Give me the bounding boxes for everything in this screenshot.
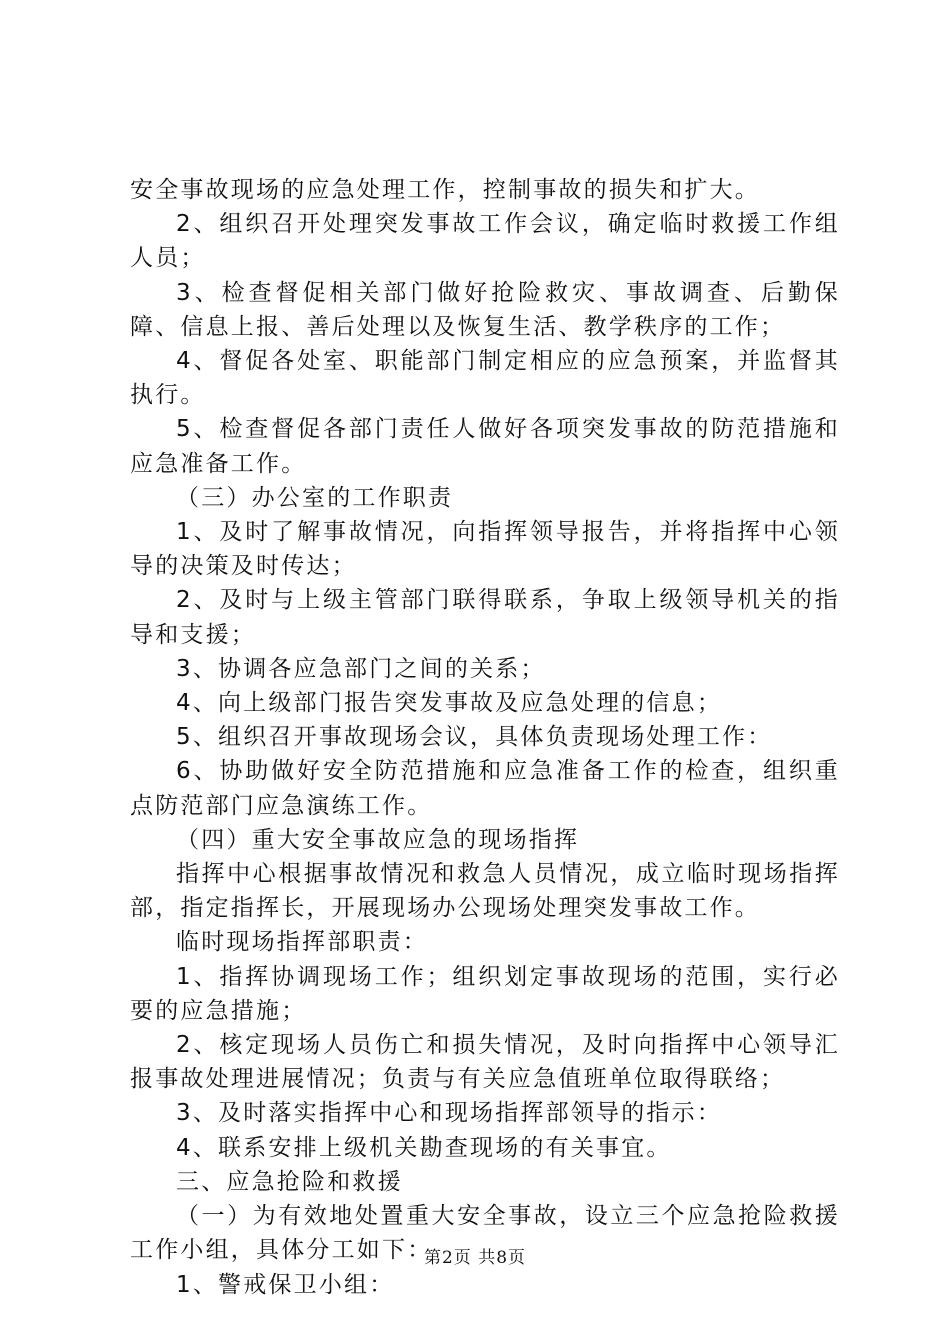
paragraph: 3、协调各应急部门之间的关系；	[176, 655, 546, 682]
paragraph: （一）为有效地处置重大安全事故，设立三个应急抢险救援工作小组，具体分工如下：	[130, 1203, 840, 1264]
paragraph: 4、向上级部门报告突发事故及应急处理的信息；	[176, 690, 723, 717]
paragraph: 2、组织召开处理突发事故工作会议，确定临时救援工作组人员；	[130, 211, 840, 272]
paragraph: 三、应急抢险和救援	[176, 1168, 403, 1195]
paragraph: 6、协助做好安全防范措施和应急准备工作的检查，组织重点防范部门应急演练工作。	[130, 758, 840, 819]
paragraph: 5、组织召开事故现场会议，具体负责现场处理工作：	[176, 724, 773, 751]
paragraph: 5、检查督促各部门责任人做好各项突发事故的防范措施和应急准备工作。	[130, 416, 840, 477]
document-body	[130, 173, 840, 1302]
paragraph: 1、警戒保卫小组：	[176, 1271, 395, 1298]
paragraph: 2、及时与上级主管部门联得联系，争取上级领导机关的指导和支援；	[130, 587, 840, 648]
paragraph: 3、及时落实指挥中心和现场指挥部领导的指示：	[176, 1100, 723, 1127]
paragraph: 3、检查督促相关部门做好抢险救灾、事故调查、后勤保障、信息上报、善后处理以及恢复生活、教学秩序的工作；	[130, 279, 840, 340]
paragraph: 指挥中心根据事故情况和救急人员情况，成立临时现场指挥部，指定指挥长，开展现场办公现场处理突发事故工作。	[130, 861, 840, 922]
paragraph: 4、联系安排上级机关勘查现场的有关事宜。	[176, 1134, 672, 1161]
paragraph: （四）重大安全事故应急的现场指挥	[176, 826, 580, 853]
paragraph: 1、指挥协调现场工作；组织划定事故现场的范围，实行必要的应急措施；	[130, 963, 840, 1024]
paragraph: 临时现场指挥部职责：	[176, 929, 428, 956]
paragraph: 安全事故现场的应急处理工作，控制事故的损失和扩大。	[130, 177, 760, 203]
paragraph: 4、督促各处室、职能部门制定相应的应急预案，并监督其执行。	[130, 348, 840, 409]
paragraph: 1、及时了解事故情况，向指挥领导报告，并将指挥中心领导的决策及时传达；	[130, 519, 840, 580]
page-footer: 第2页 共8页	[423, 1248, 527, 1268]
paragraph: 2、核定现场人员伤亡和损失情况，及时向指挥中心领导汇报事故处理进展情况；负责与有关应急值班单位取得联络；	[130, 1032, 840, 1093]
paragraph: （三）办公室的工作职责	[176, 484, 454, 511]
